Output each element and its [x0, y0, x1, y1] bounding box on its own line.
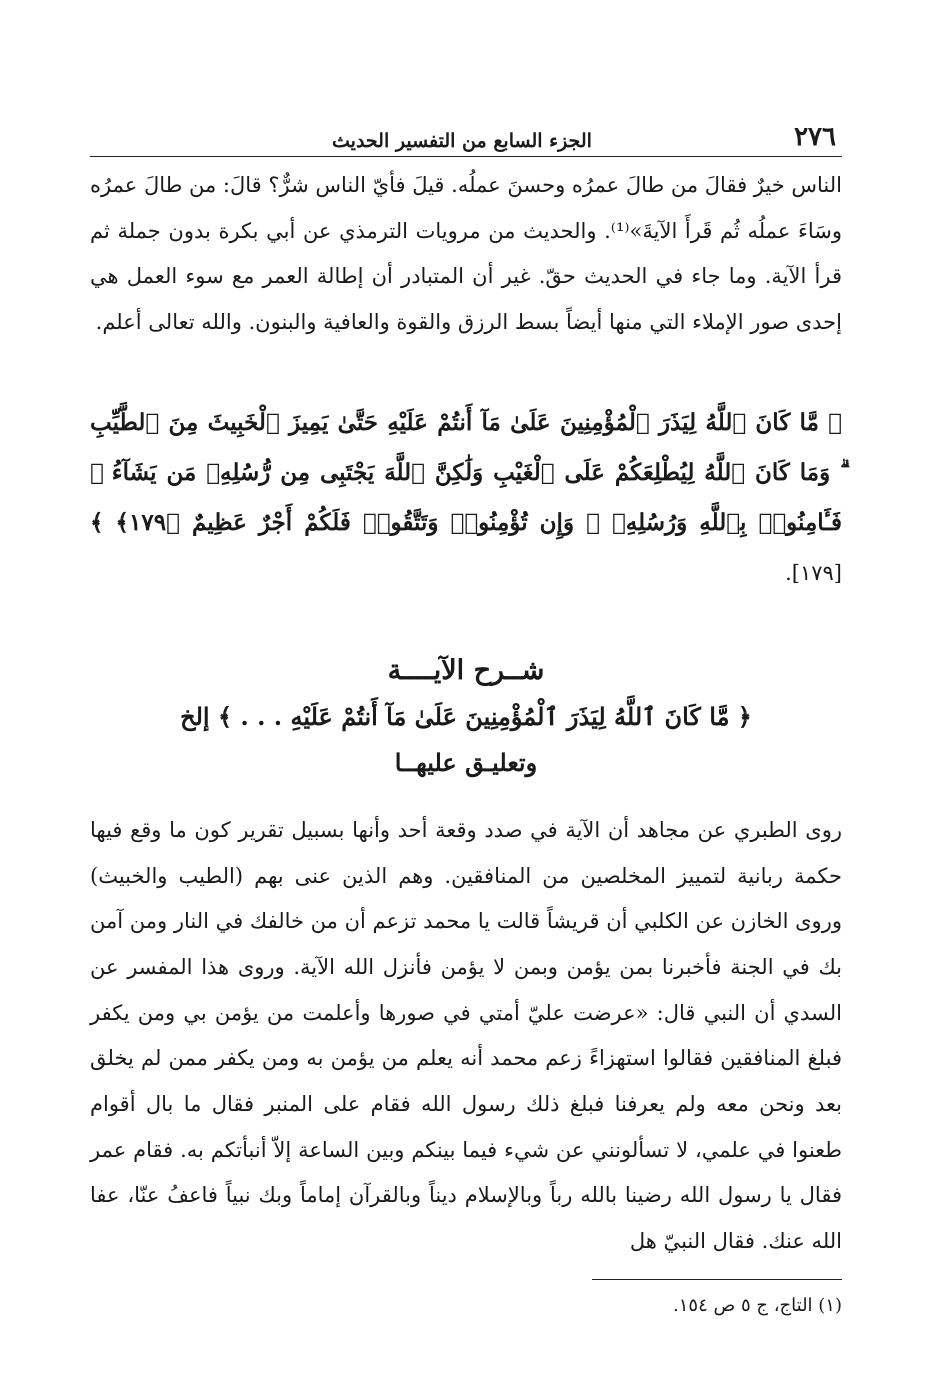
- book-page: [90, 112, 842, 1326]
- running-head: [90, 112, 842, 157]
- quran-verse: [90, 398, 842, 598]
- heading-subtitle: وتعليـق عليهــا: [394, 747, 538, 777]
- opening-paragraph: الناس خيرٌ فقالَ من طالَ عمرُه وحسنَ عملُه. قيلَ فأيّ الناس شرٌّ؟ قالَ: من طالَ عمرُه وسَاءَ عملُه ثُم قَرأَ الآيةَ»⁽¹⁾. والحديث من مرويات الترمذي عن أبي بكرة بدون جملة ثم قرأ الآية. وما جاء في الحديث حقّ. غير أن المتبادر أن إطالة العمر مع سوء العمل هي إحدى صور الإملاء التي منها أيضاً بسط الرزق والقوة والعافية والبنون. والله تعالى أعلم.: [90, 173, 842, 335]
- verse-text: ﴿ مَّا كَانَ ٱللَّهُ لِيَذَرَ ٱلْمُؤْمِنِينَ عَلَىٰ مَآ أَنتُمْ عَلَيْهِ حَتَّىٰ يَمِيزَ ٱلْخَبِيثَ مِنَ ٱلطَّيِّبِ ۗ وَمَا كَانَ ٱللَّهُ لِيُطْلِعَكُمْ عَلَى ٱلْغَيْبِ وَلَٰكِنَّ ٱللَّهَ يَجْتَبِى مِن رُّسُلِهِۦ مَن يَشَآءُ ۖ فَـَٔامِنُوا۟ بِٱللَّهِ وَرُسُلِهِۦ ۚ وَإِن تُؤْمِنُوا۟ وَتَتَّقُوا۟ فَلَكُمْ أَجْرٌ عَظِيمٌ ﴿١٧٩﴾ ﴾: [90, 408, 843, 536]
- commentary-paragraph: روى الطبري عن مجاهد أن الآية في صدد وقعة أحد وأنها بسبيل تقرير كون ما وقع فيها حكمة ربانية لتمييز المخلصين من المنافقين. وهم الذين عنى بهم (الطيب والخبيث) وروى الخازن عن الكلبي أن قريشاً قالت يا محمد تزعم أن من خالفك في النار ومن آمن بك في الجنة فأخبرنا بمن يؤمن وبمن لا يؤمن فأنزل الله الآية. وروى هذا المفسر عن السدي أن النبي قال: «عرضت عليّ أمتي في صورها وأعلمت من يؤمن بي ومن يكفر فبلغ المنافقين فقالوا استهزاءً زعم محمد أنه يعلم من يؤمن به ومن يكفر ممن لم يخلق بعد ونحن معه ولم يعرفنا فبلغ ذلك رسول الله فقام على المنبر فقال ما بال أقوام طعنوا في علمي، لا تسألونني عن شيء فيما بينكم وبين الساعة إلاّ أنبأتكم به. فقام عمر فقال يا رسول الله رضينا بالله رباً وبالإسلام ديناً وبالقرآن إماماً وبك نبياً فاعفُ عنّا، عفا الله عنك. فقال النبيّ هل: [90, 817, 842, 1254]
- verse-reference: [١٧٩].: [785, 560, 842, 585]
- footnote-divider: [592, 1279, 842, 1280]
- footnote: (١) التاج، ج ٥ ص ١٥٤.: [673, 1294, 842, 1316]
- heading-title: شــرح الآيــــة: [387, 654, 545, 686]
- section-heading: [90, 648, 842, 786]
- heading-verse: ﴿ مَّا كَانَ ٱللَّهُ لِيَذَرَ ٱلْمُؤْمِنِينَ عَلَىٰ مَآ أَنتُمْ عَلَيْهِ . . . ﴾ إلخ: [180, 701, 752, 731]
- running-title: الجزء السابع من التفسير الحديث: [332, 130, 592, 152]
- page-number: ٢٧٦: [794, 122, 836, 152]
